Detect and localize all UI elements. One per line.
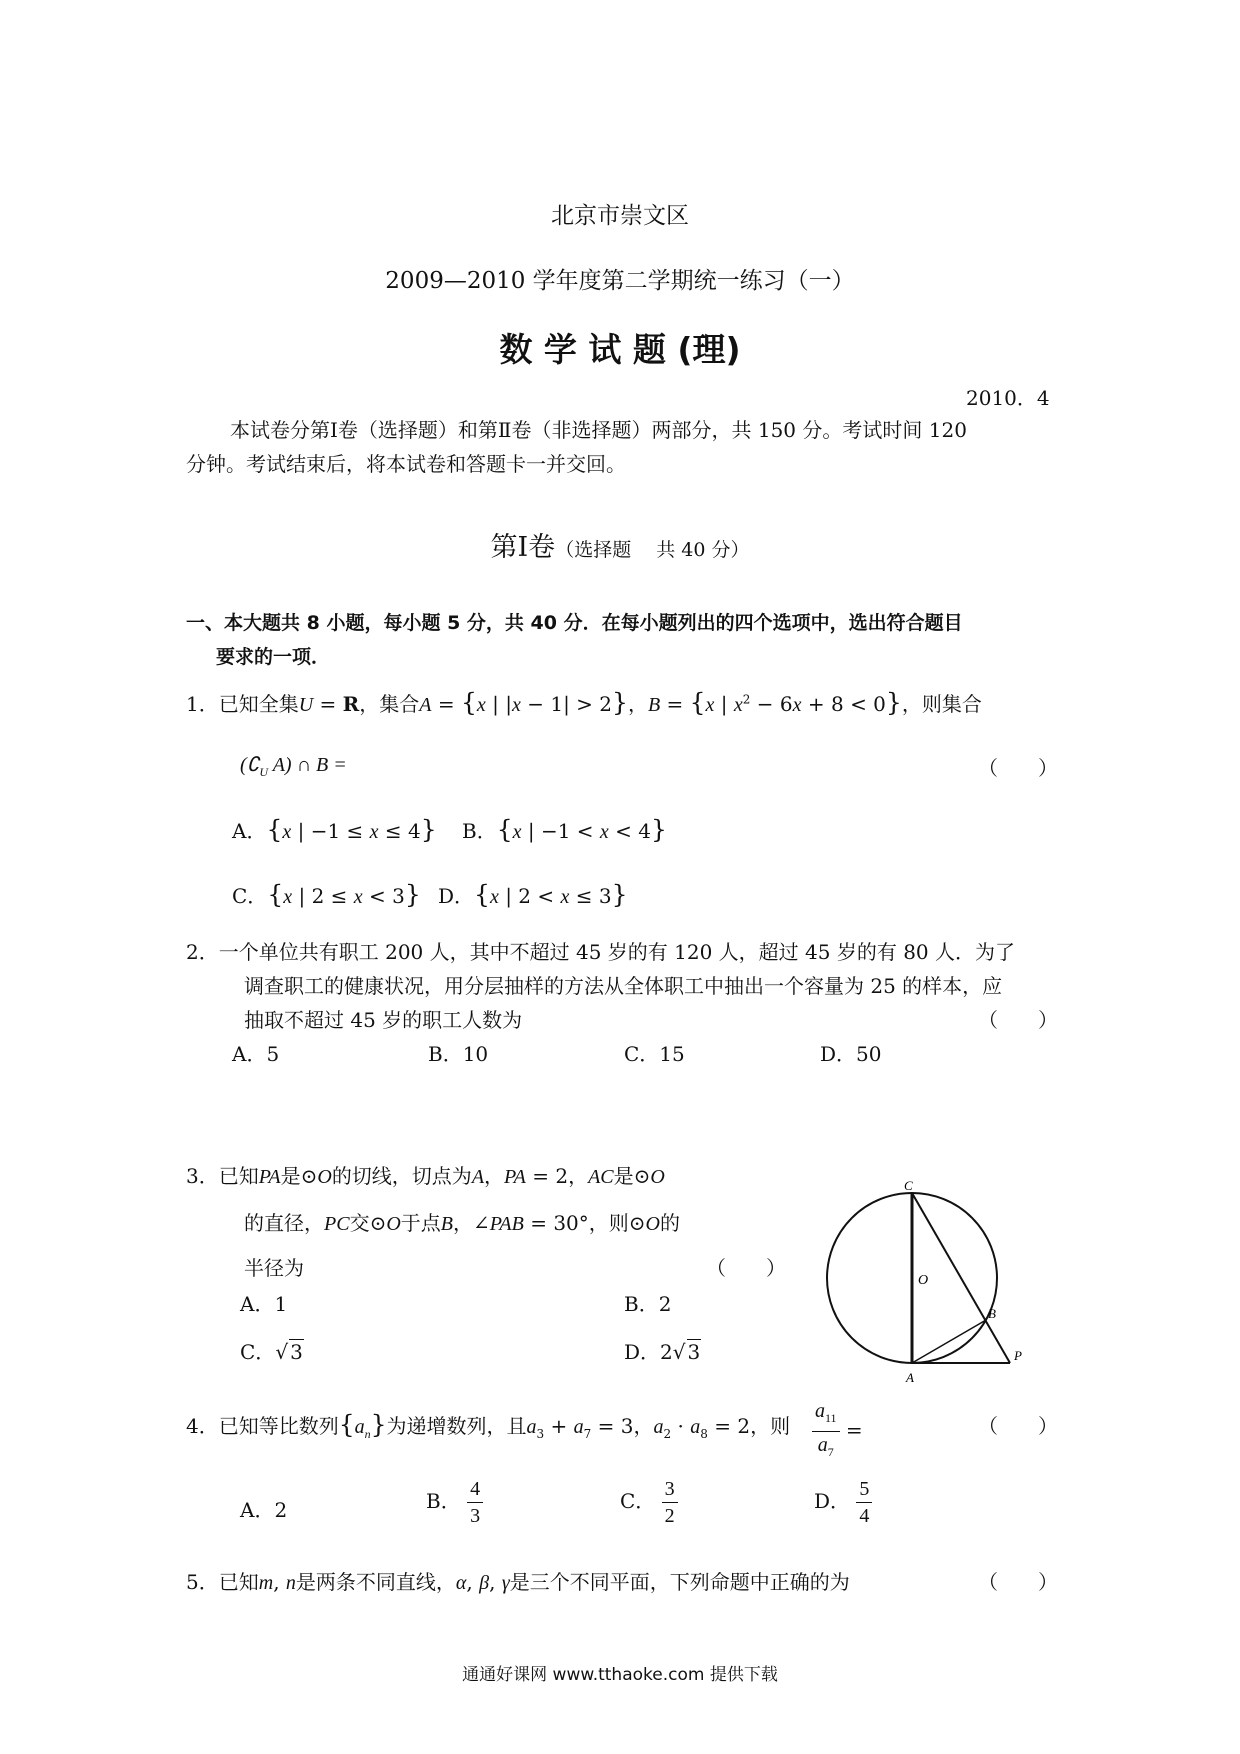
q2-option-c: C．15 <box>624 1042 685 1066</box>
q4-ratio: $\frac{a_{11}}{a_7}$ = <box>812 1398 863 1465</box>
q4-option-d: D． $\frac{5}{4}$ <box>814 1476 872 1529</box>
q3-option-c: C．√ 3 <box>240 1340 303 1364</box>
q3-number: 3． <box>186 1164 219 1188</box>
intro-line-2: 分钟。考试结束后，将本试卷和答题卡一并交回。 <box>186 452 626 476</box>
q1-option-b: B．{x | −1 < x < 4} <box>462 815 667 844</box>
part1-title: 第Ⅰ卷 <box>490 532 556 563</box>
q1-stem-prefix: 已知全集 <box>218 692 299 716</box>
footer-download-note: 通通好课网 www.tthaoke.com 提供下载 <box>462 1665 778 1685</box>
q4-stem: 4．已知等比数列$\{a_n\}$为递增数列，且$a_3 + a_7 = 3$，$a_2 \cdot a_8 = 2$，则 <box>186 1410 791 1441</box>
section1-instruction-line2: 要求的一项． <box>216 646 331 668</box>
exam-date: 2010．4 <box>966 386 1050 410</box>
section1-instruction-line1: 一、本大题共 8 小题，每小题 5 分，共 40 分．在每小题列出的四个选项中，选出符合题目 <box>186 612 963 634</box>
label-p: P <box>1014 1348 1022 1363</box>
q2-option-a: A．5 <box>232 1042 280 1066</box>
q1-option-a: A．{x | −1 ≤ x ≤ 4} <box>232 815 437 844</box>
q5-number: 5． <box>186 1570 219 1594</box>
q1-answer-bracket: （ ） <box>978 756 1058 780</box>
part1-subtitle: （选择题 共 40 分） <box>555 539 750 561</box>
q2-number: 2． <box>186 940 219 964</box>
q3-option-a: A．1 <box>240 1292 288 1316</box>
q1-stem: 1．已知全集U = R，集合A = {x | |x − 1| > 2}，B = {x | $x^2 - 6x + 8 < 0$}，则集合 <box>186 688 982 717</box>
q2-line2: 调查职工的健康状况，用分层抽样的方法从全体职工中抽出一个容量为 25 的样本，应 <box>244 974 1003 998</box>
q1-number: 1． <box>186 692 219 716</box>
q3-option-b: B．2 <box>624 1292 672 1316</box>
q1-stem-set-a: ，集合 <box>359 692 420 716</box>
q4-option-b: B． $\frac{4}{3}$ <box>426 1476 483 1529</box>
q1-option-c: C．{x | 2 ≤ x < 3} <box>232 880 421 909</box>
q2-line1: 2．一个单位共有职工 200 人，其中不超过 45 岁的有 120 人，超过 45 岁的有 80 人．为了 <box>186 940 1016 964</box>
q3-line1: 3．已知PA是⊙O的切线，切点为A，PA = 2，AC是⊙O <box>186 1164 665 1188</box>
q5-answer-bracket: （ ） <box>978 1570 1058 1594</box>
part1-heading <box>0 525 1240 564</box>
q1-option-d: D．{x | 2 < x ≤ 3} <box>438 880 628 909</box>
q1-stem-then: ，则集合 <box>901 692 982 716</box>
q2-option-d: D．50 <box>820 1042 882 1066</box>
district-title: 北京市崇文区 <box>551 203 689 229</box>
q3-line3: 半径为 <box>244 1256 304 1280</box>
label-o: O <box>918 1273 929 1288</box>
label-b: B <box>988 1306 996 1321</box>
exam-title: 2009—2010 学年度第二学期统一练习（一） <box>385 268 855 294</box>
q4-option-a: A．2 <box>240 1498 288 1522</box>
q3-circle-figure <box>820 1178 1040 1388</box>
q4-answer-bracket: （ ） <box>978 1414 1058 1438</box>
label-a: A <box>906 1370 914 1385</box>
label-c: C <box>904 1178 913 1193</box>
q1-expression: ($∁_U$ A) ∩ B = <box>240 754 347 779</box>
intro-line-1: 本试卷分第Ⅰ卷（选择题）和第Ⅱ卷（非选择题）两部分，共 150 分。考试时间 120 <box>230 418 967 442</box>
q3-answer-bracket: （ ） <box>706 1256 786 1280</box>
q4-option-c: C． $\frac{3}{2}$ <box>620 1476 678 1529</box>
q5-stem: 5．已知m, n是两条不同直线，α, β, γ是三个不同平面，下列命题中正确的为 <box>186 1570 850 1594</box>
q4-number: 4． <box>186 1414 219 1438</box>
subject-title: 数 学 试 题 (理) <box>499 330 741 369</box>
q2-answer-bracket: （ ） <box>978 1008 1058 1032</box>
q2-option-b: B．10 <box>428 1042 489 1066</box>
chord-ab <box>912 1320 986 1363</box>
q3-option-d: D．2√ 3 <box>624 1340 701 1364</box>
q2-line3: 抽取不超过 45 岁的职工人数为 <box>244 1008 523 1032</box>
q3-line2: 的直径，PC交⊙O于点B，∠PAB = 30°，则⊙O的 <box>244 1211 680 1235</box>
